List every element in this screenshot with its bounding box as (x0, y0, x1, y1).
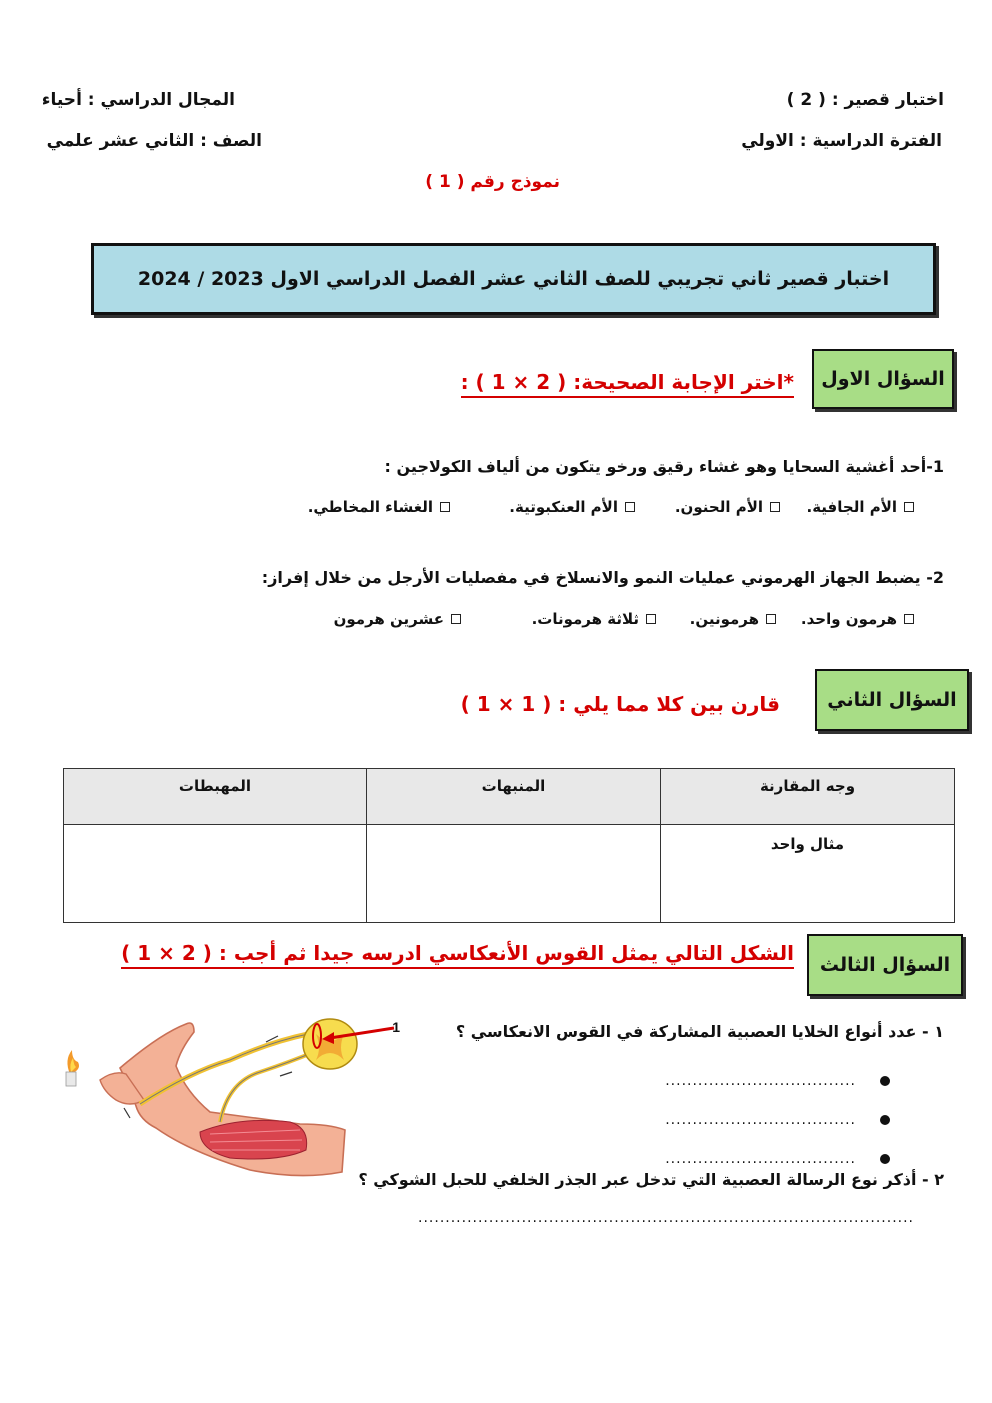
q3-item2-text: ٢ - أذكر نوع الرسالة العصبية التي تدخل عبر الجذر الخلفي للحبل الشوكي ؟ (358, 1170, 944, 1189)
form-number: نموذج رقم ( 1 ) (425, 172, 560, 192)
q1-item2-option-1[interactable]: هرمون واحد. (776, 610, 914, 628)
q2-box-label: السؤال الثاني (827, 689, 957, 711)
subject-label: المجال الدراسي : أحياء (41, 90, 235, 110)
q3-box (807, 934, 963, 996)
q3-box-label: السؤال الثالث (819, 954, 951, 976)
checkbox-icon[interactable] (770, 502, 780, 512)
table-header-cell: وجه المقارنة (660, 769, 954, 825)
q3-item2-answer-line[interactable]: ........................................................................................... (418, 1210, 914, 1226)
answer-line-3[interactable]: ................................... (630, 1139, 890, 1178)
table-row (64, 825, 955, 923)
table-cell: مثال واحد (660, 825, 954, 923)
bullet-icon (880, 1154, 890, 1164)
q1-item1-option-4[interactable]: الغشاء المخاطي. (308, 498, 450, 516)
q2-title: قارن بين كلا مما يلي : ( 1 × 1 ) (460, 692, 780, 716)
q1-box-label: السؤال الاول (821, 368, 945, 390)
q1-item2-options (334, 610, 914, 628)
answer-line-1[interactable]: ................................... (630, 1061, 890, 1100)
comparison-table (63, 768, 955, 923)
q3-item1-text: ١ - عدد أنواع الخلايا العصبية المشاركة في القوس الانعكاسي ؟ (455, 1022, 944, 1041)
muscle-shape (200, 1120, 307, 1159)
table-header-cell: المهبطات (64, 769, 367, 825)
quiz-label: اختبار قصير : ( 2 ) (786, 90, 944, 110)
checkbox-icon[interactable] (904, 614, 914, 624)
exam-banner (91, 243, 936, 315)
q1-item1-option-3[interactable]: الأم العنكبوتية. (450, 498, 635, 516)
checkbox-icon[interactable] (451, 614, 461, 624)
checkbox-icon[interactable] (625, 502, 635, 512)
q3-title: الشكل التالي يمثل القوس الأنعكاسي ادرسه جيدا ثم أجب : ( 2 × 1 ) (121, 941, 794, 969)
checkbox-icon[interactable] (766, 614, 776, 624)
q1-box (812, 349, 954, 409)
table-header-cell: المنبهات (366, 769, 660, 825)
answer-lines (630, 1061, 890, 1178)
bullet-icon (880, 1076, 890, 1086)
checkbox-icon[interactable] (646, 614, 656, 624)
table-header-row (64, 769, 955, 825)
checkbox-icon[interactable] (904, 502, 914, 512)
q1-item1-option-1[interactable]: الأم الجافية. (780, 498, 914, 516)
q1-item2-option-4[interactable]: عشرين هرمون (334, 610, 461, 628)
q1-item2-option-2[interactable]: هرمونين. (656, 610, 776, 628)
term-label: الفترة الدراسية : الاولي (741, 131, 942, 151)
table-answer-cell[interactable] (366, 825, 660, 923)
q1-item2-text: 2- يضبط الجهاز الهرموني عمليات النمو والانسلاخ في مفصليات الأرجل من خلال إفراز: (261, 568, 944, 587)
figure-label-1: 1 (392, 1019, 400, 1035)
banner-title: اختبار قصير ثاني تجريبي للصف الثاني عشر الفصل الدراسي الاول 2023 / 2024 (137, 268, 890, 290)
flame-icon (66, 1050, 79, 1086)
bullet-icon (880, 1115, 890, 1125)
q1-item1-text: 1-أحد أغشية السحايا وهو غشاء رقيق ورخو يتكون من ألياف الكولاجين : (384, 457, 944, 476)
q1-item1-options (308, 498, 914, 516)
q1-title: *اختر الإجابة الصحيحة: ( 2 × 1 ) : (461, 370, 794, 398)
answer-line-2[interactable]: ................................... (630, 1100, 890, 1139)
q1-item1-option-2[interactable]: الأم الحنون. (635, 498, 780, 516)
checkbox-icon[interactable] (440, 502, 450, 512)
q2-box (815, 669, 969, 731)
reflex-arc-figure (60, 1012, 420, 1182)
table-answer-cell[interactable] (64, 825, 367, 923)
q1-item2-option-3[interactable]: ثلاثة هرمونات. (461, 610, 656, 628)
grade-label: الصف : الثاني عشر علمي (46, 131, 262, 151)
